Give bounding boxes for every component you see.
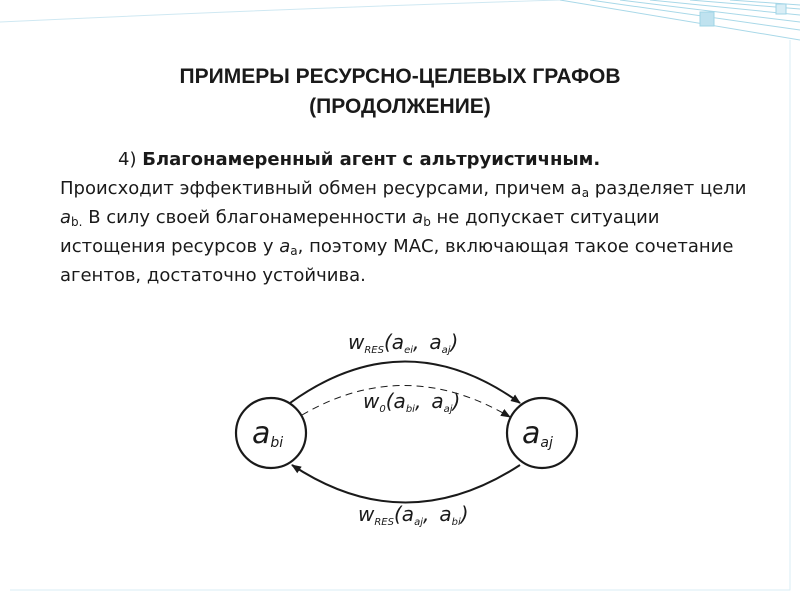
text-segment-2: разделяет цели [594,178,747,199]
edge-mid-label: $w_0(a_{bi}$, $a_{aj}$) [363,389,461,415]
subscript-a-2: a [290,244,298,258]
node-left-label: abi [252,416,284,451]
text-segment-3: В силу своей благонамеренности [82,207,413,228]
title-line-1: ПРИМЕРЫ РЕСУРСНО-ЦЕЛЕВЫХ ГРАФОВ [179,65,621,88]
subscript-a-1: a [581,186,590,200]
subscript-b-1: b. [71,215,83,229]
node-right-circle [507,398,577,468]
slide-title [60,62,740,122]
body-paragraph [60,145,760,290]
subscript-b-2: b [423,215,431,229]
item-description [60,174,760,290]
text-segment-4: не допускает ситуации истощения ресурсов у [60,207,660,257]
variable-a-1: a [60,207,72,228]
title-line-2: (ПРОДОЛЖЕНИЕ) [309,95,491,118]
item-heading: Благонамеренный агент с альтруистичным. [142,149,601,170]
edge-bottom-label: $w_{RES}(a_{aj}$, $a_{bi}$) [358,502,469,528]
corner-decoration [0,0,800,60]
item-number: 4) [118,149,137,170]
resource-goal-graph [230,325,590,550]
variable-a-3: a [279,236,291,257]
node-left-circle [236,398,306,468]
edge-top-label: $w_{RES}(a_{ei}$, $a_{aj}$) [348,330,459,356]
item-heading-line [60,145,760,174]
edge-bottom-arrow [292,465,520,503]
text-segment-5: , поэтому МАС, включающая такое сочетание агентов, достаточно устойчива. [60,236,734,286]
text-segment-1: Происходит эффективный обмен ресурсами, причем a [60,178,582,199]
node-right-label: aaj [522,416,553,451]
variable-a-2: a [412,207,424,228]
